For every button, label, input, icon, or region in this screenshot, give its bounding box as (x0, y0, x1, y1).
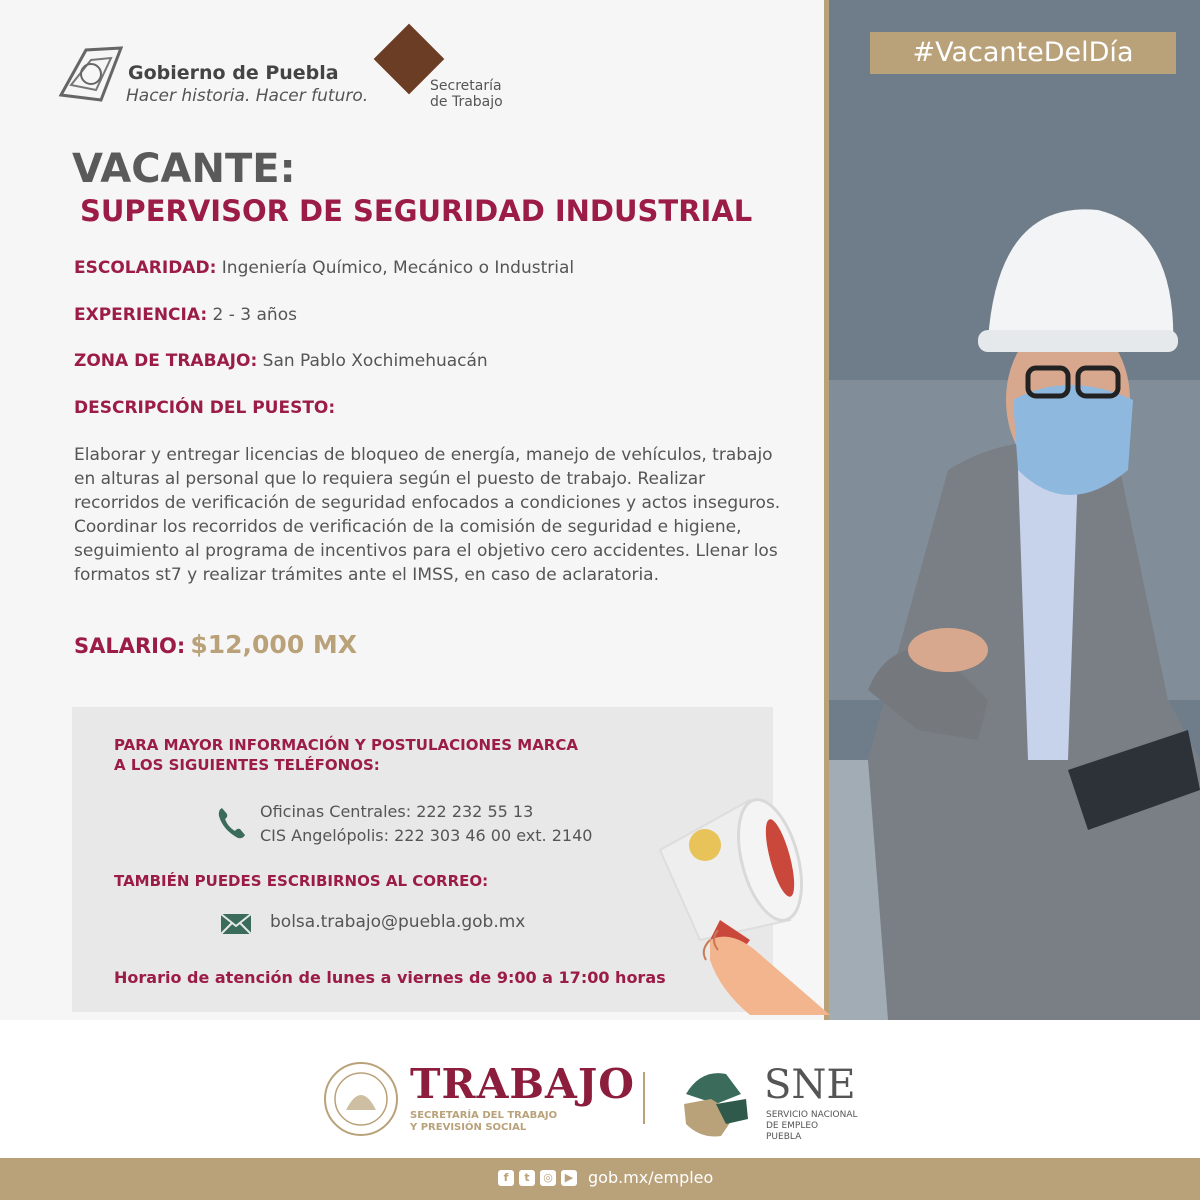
email-heading: TAMBIÉN PUEDES ESCRIBIRNOS AL CORREO: (114, 872, 489, 890)
phone-cis[interactable]: CIS Angelópolis: 222 303 46 00 ext. 2140 (260, 826, 593, 845)
megaphone-illustration (640, 790, 830, 1015)
sne-wordmark: SNE (764, 1062, 856, 1108)
zona-label: ZONA DE TRABAJO: (74, 351, 258, 371)
puebla-emblem-icon (56, 40, 126, 108)
contact-heading-line2: A LOS SIGUIENTES TELÉFONOS: (114, 756, 380, 774)
zona-value: San Pablo Xochimehuacán (262, 351, 488, 371)
puebla-slogan: Hacer historia. Hacer futuro. (126, 86, 369, 106)
escolaridad-value: Ingeniería Químico, Mecánico o Industrial (221, 258, 575, 278)
youtube-icon[interactable]: ▶ (561, 1170, 577, 1186)
secretaria-trabajo-logo (378, 26, 518, 116)
puebla-logo (56, 40, 369, 116)
social-icons (498, 1170, 577, 1186)
salary-value: $12,000 MX (190, 630, 358, 659)
contact-heading-line1: PARA MAYOR INFORMACIÓN Y POSTULACIONES MARCA (114, 736, 578, 754)
salary-label: SALARIO: (74, 634, 186, 658)
phone-icon (216, 806, 246, 840)
gob-empleo-link[interactable]: gob.mx/empleo (588, 1168, 714, 1187)
mail-icon (220, 913, 252, 935)
instagram-icon[interactable]: ◎ (540, 1170, 556, 1186)
puebla-name: Gobierno de Puebla (128, 62, 339, 84)
secretaria-text: Secretaría de Trabajo (430, 78, 503, 110)
descripcion-text: Elaborar y entregar licencias de bloqueo de energía, manejo de vehículos, trabajo en alturas al personal que lo requiera según el puesto de trabajo. Realizar recorridos de verificación de seguridad enfocados a condiciones y actos inseguros. Coordinar los recorridos de verificación de la comisión de seguridad e higiene, seguimiento al programa de incentivos para el objetivo cero accidentes. Llenar los formatos st7 y realizar trámites ante el IMSS, en caso de aclaratoria. (74, 445, 781, 585)
escolaridad-label: ESCOLARIDAD: (74, 258, 217, 278)
descripcion-label: DESCRIPCIÓN DEL PUESTO: (74, 398, 336, 418)
sne-handshake-icon (676, 1064, 756, 1144)
field-experiencia (74, 305, 297, 325)
field-zona (74, 351, 488, 371)
vacancy-title: SUPERVISOR DE SEGURIDAD INDUSTRIAL (80, 194, 753, 228)
contact-heading (114, 735, 578, 775)
field-descripcion (74, 398, 335, 418)
office-hours: Horario de atención de lunes a viernes de 9:00 a 17:00 horas (114, 968, 666, 987)
footer-divider (643, 1072, 645, 1124)
experiencia-value: 2 - 3 años (212, 305, 297, 325)
mexico-seal-icon (322, 1060, 400, 1138)
photo-supervisor (828, 0, 1200, 1020)
trabajo-subtitle: SECRETARÍA DEL TRABAJO Y PREVISIÓN SOCIAL (410, 1110, 558, 1133)
phone-list (260, 800, 592, 848)
trabajo-wordmark: TRABAJO (410, 1060, 635, 1108)
field-escolaridad (74, 258, 574, 278)
facebook-icon[interactable]: f (498, 1170, 514, 1186)
vacancy-title-prefix: VACANTE: (72, 146, 296, 192)
experiencia-label: EXPERIENCIA: (74, 305, 208, 325)
phone-oficinas[interactable]: Oficinas Centrales: 222 232 55 13 (260, 802, 534, 821)
hashtag-badge: #VacanteDelDía (870, 32, 1176, 74)
salary (74, 630, 357, 659)
twitter-icon[interactable]: t (519, 1170, 535, 1186)
email-address[interactable]: bolsa.trabajo@puebla.gob.mx (270, 912, 526, 932)
sne-subtitle: SERVICIO NACIONAL DE EMPLEO PUEBLA (766, 1110, 858, 1142)
